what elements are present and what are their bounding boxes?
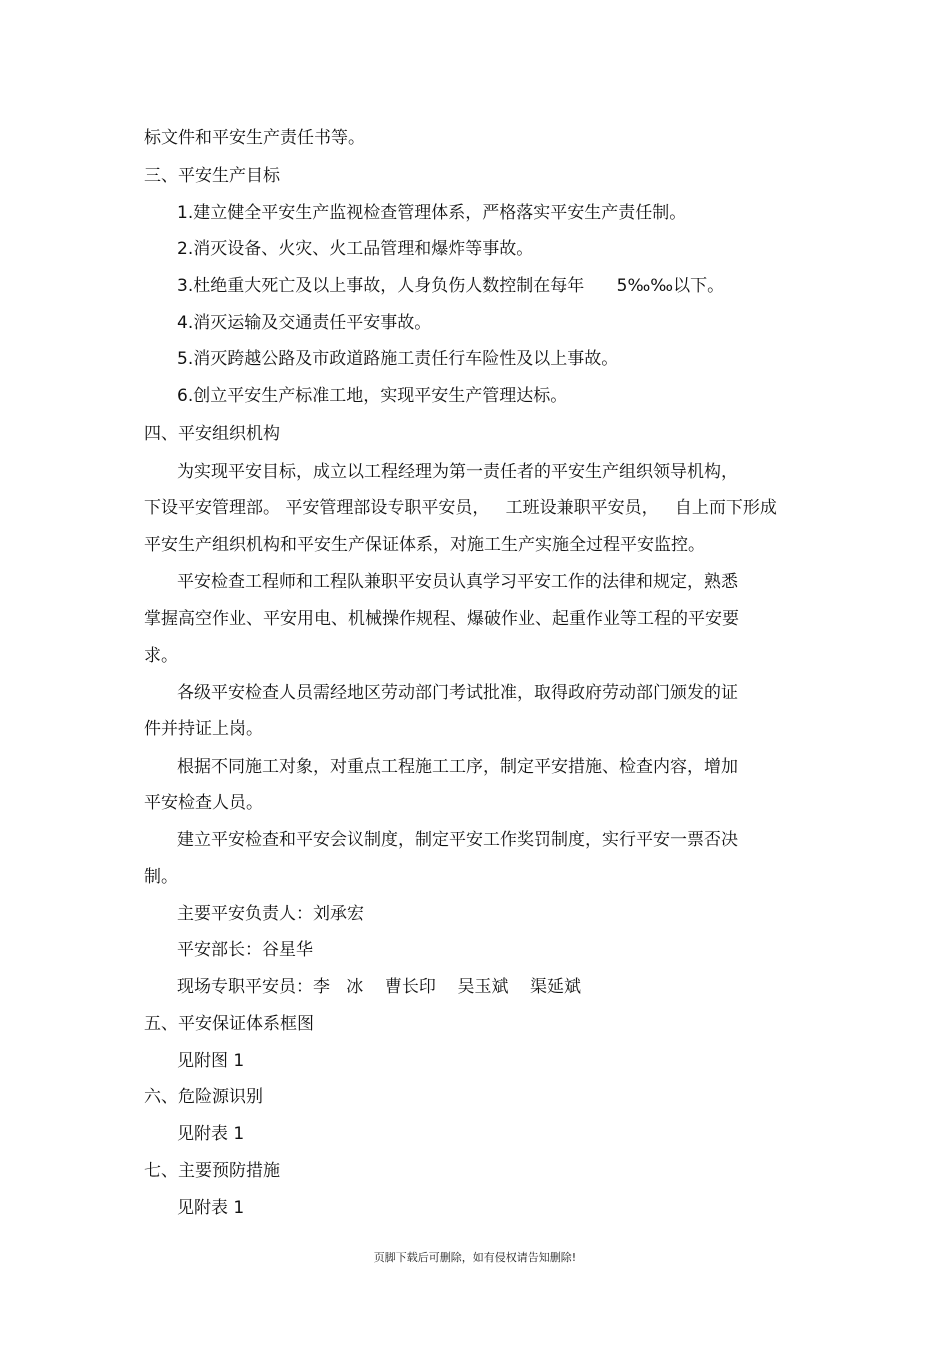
paragraph-line: 掌握高空作业、平安用电、机械操作规程、爆破作业、起重作业等工程的平安要 — [144, 609, 739, 629]
see-table-reference: 见附表 1 — [177, 1124, 245, 1144]
page-footer: 页脚下载后可删除，如有侵权请告知删除! — [373, 1251, 577, 1264]
goal-item-4: 4.消灭运输及交通责任平安事故。 — [177, 313, 432, 333]
site-safety-officers: 现场专职平安员：李 冰 曹长印 吴玉斌 渠延斌 — [177, 977, 582, 997]
section-heading-5: 五、平安保证体系框图 — [144, 1014, 314, 1034]
see-table-reference: 见附表 1 — [177, 1198, 245, 1218]
department-head: 平安部长：谷星华 — [177, 940, 313, 960]
paragraph-line: 平安检查人员。 — [144, 793, 263, 813]
paragraph-line: 平安检查工程师和工程队兼职平安员认真学习平安工作的法律和规定，熟悉 — [177, 572, 738, 592]
responsible-person: 主要平安负责人：刘承宏 — [177, 904, 364, 924]
section-heading-3: 三、平安生产目标 — [144, 166, 280, 186]
paragraph-line: 制。 — [144, 867, 178, 887]
paragraph-line: 各级平安检查人员需经地区劳动部门考试批准，取得政府劳动部门颁发的证 — [177, 683, 738, 703]
paragraph-line: 平安生产组织机构和平安生产保证体系，对施工生产实施全过程平安监控。 — [144, 535, 705, 555]
section-heading-7: 七、主要预防措施 — [144, 1161, 280, 1181]
section-heading-4: 四、平安组织机构 — [144, 424, 280, 444]
paragraph-line: 建立平安检查和平安会议制度，制定平安工作奖罚制度，实行平安一票否决 — [177, 830, 738, 850]
goal-item-1: 1.建立健全平安生产监视检查管理体系，严格落实平安生产责任制。 — [177, 203, 687, 223]
paragraph-continuation: 标文件和平安生产责任书等。 — [144, 128, 365, 148]
paragraph-line: 下设平安管理部。 平安管理部设专职平安员， 工班设兼职平安员， 自上而下形成 — [144, 498, 777, 518]
paragraph-line: 为实现平安目标，成立以工程经理为第一责任者的平安生产组织领导机构， — [177, 462, 738, 482]
goal-item-6: 6.创立平安生产标准工地，实现平安生产管理达标。 — [177, 386, 568, 406]
goal-item-3: 3.杜绝重大死亡及以上事故，人身负伤人数控制在每年 5‰‰以下。 — [177, 276, 725, 296]
paragraph-line: 根据不同施工对象，对重点工程施工工序，制定平安措施、检查内容，增加 — [177, 757, 738, 777]
paragraph-line: 求。 — [144, 646, 178, 666]
paragraph-line: 件并持证上岗。 — [144, 719, 263, 739]
see-figure-reference: 见附图 1 — [177, 1051, 245, 1071]
section-heading-6: 六、危险源识别 — [144, 1087, 263, 1107]
goal-item-5: 5.消灭跨越公路及市政道路施工责任行车险性及以上事故。 — [177, 349, 619, 369]
goal-item-2: 2.消灭设备、火灾、火工品管理和爆炸等事故。 — [177, 239, 534, 259]
